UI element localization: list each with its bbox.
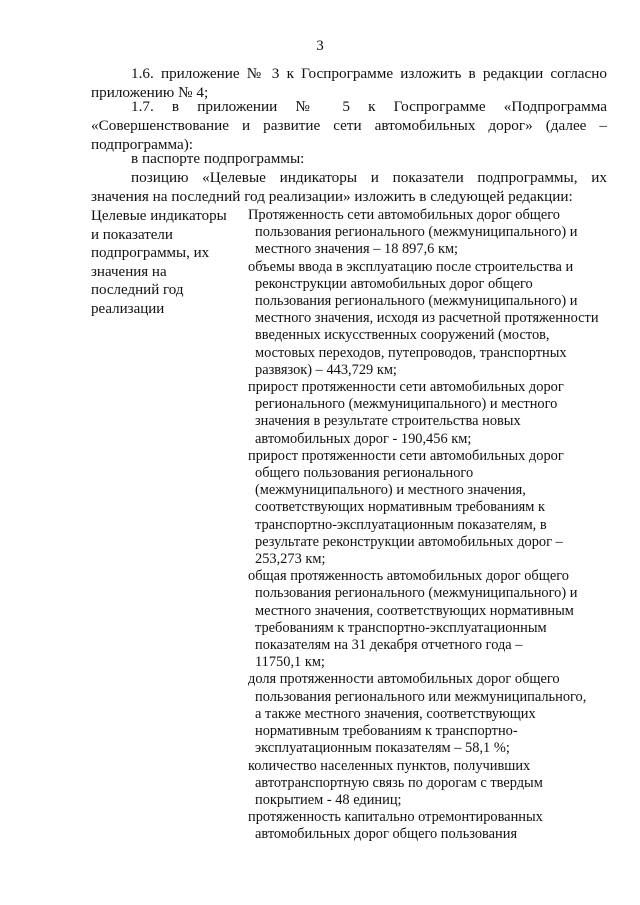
indicator-line: местного значения, соответствующих нормативным <box>255 602 574 619</box>
indicator-line: 253,273 км; <box>255 551 326 568</box>
indicator-line: пользования регионального или межмуниципального, <box>255 688 587 705</box>
label-line: значения на <box>91 263 167 280</box>
passport-row-indicators <box>248 207 620 844</box>
indicator-line: 11750,1 км; <box>255 654 325 671</box>
indicator-line: регионального (межмуниципального) и местного <box>255 396 558 413</box>
indicator-line: нормативным требованиям к транспортно- <box>255 723 518 740</box>
label-line: Целевые индикаторы <box>91 208 227 224</box>
indicator-line: Протяженность сети автомобильных дорог общего <box>248 207 560 223</box>
indicator-line: развязок) – 443,729 км; <box>255 361 397 378</box>
indicator-line: соответствующих нормативным требованиям к <box>255 499 545 516</box>
paragraph-1-6: 1.6. приложение № 3 к Госпрограмме изложить в редакции согласно приложению № 4; <box>91 65 607 101</box>
indicator-line: автомобильных дорог общего пользования <box>255 826 518 843</box>
page-number: 3 <box>316 38 324 54</box>
indicator-line: эксплуатационным показателям – 58,1 %; <box>255 740 510 757</box>
indicator-line: автотранспортную связь по дорогам с твердым <box>255 774 543 791</box>
indicator-line: реконструкции автомобильных дорог общего <box>255 275 533 292</box>
indicator-line: результате реконструкции автомобильных дорог – <box>255 533 563 550</box>
paragraph-position: позицию «Целевые индикаторы и показатели подпрограммы, их значения на последний год реализации» изложить в следующей редакции: <box>91 169 607 205</box>
label-line: подпрограммы, их <box>91 245 210 261</box>
indicator-line: местного значения, исходя из расчетной протяженности <box>255 310 599 327</box>
indicator-line: значения в результате строительства новых <box>255 413 521 430</box>
indicator-line: местного значения – 18 897,6 км; <box>255 241 459 258</box>
indicator-line: а также местного значения, соответствующих <box>255 705 536 722</box>
indicator-line: пользования регионального (межмуниципального) и <box>255 224 578 241</box>
indicator-line: пользования регионального (межмуниципального) и <box>255 585 578 602</box>
indicator-line: мостовых переходов, путепроводов, транспортных <box>255 344 567 361</box>
indicator-line: объемы ввода в эксплуатацию после строительства и <box>248 258 574 275</box>
indicator-line: покрытием - 48 единиц; <box>255 791 402 808</box>
label-line: и показатели <box>91 226 173 243</box>
indicator-line: прирост протяженности сети автомобильных дорог <box>248 379 564 396</box>
indicator-line: протяженность капитально отремонтированных <box>248 809 543 826</box>
indicator-line: введенных искусственных сооружений (мостов, <box>255 327 550 344</box>
passport-row-label <box>91 207 239 318</box>
indicator-line: доля протяженности автомобильных дорог общего <box>248 671 560 688</box>
paragraph-1-7: 1.7. в приложении № 5 к Госпрограмме «Подпрограмма «Совершенствование и развитие сети автомобильных дорог» (далее – подпрограмма): <box>91 98 607 153</box>
indicator-line: требованиям к транспортно-эксплуатационным <box>255 619 547 636</box>
indicator-line: (межмуниципального) и местного значения, <box>255 482 526 499</box>
indicator-line: количество населенных пунктов, получивших <box>248 757 531 774</box>
indicator-line: автомобильных дорог - 190,456 км; <box>255 430 472 447</box>
indicator-line: транспортно-эксплуатационным показателям, в <box>255 516 547 533</box>
paragraph-passport: в паспорте подпрограммы: <box>131 150 305 167</box>
indicator-line: общего пользования регионального <box>255 465 474 482</box>
label-line: реализации <box>91 300 165 317</box>
label-line: последний год <box>91 282 184 298</box>
indicator-line: общая протяженность автомобильных дорог общего <box>248 568 569 585</box>
indicator-line: прирост протяженности сети автомобильных дорог <box>248 447 564 464</box>
indicator-line: показателям на 31 декабря отчетного года – <box>255 637 523 654</box>
indicator-line: пользования регионального (межмуниципального) и <box>255 293 578 310</box>
